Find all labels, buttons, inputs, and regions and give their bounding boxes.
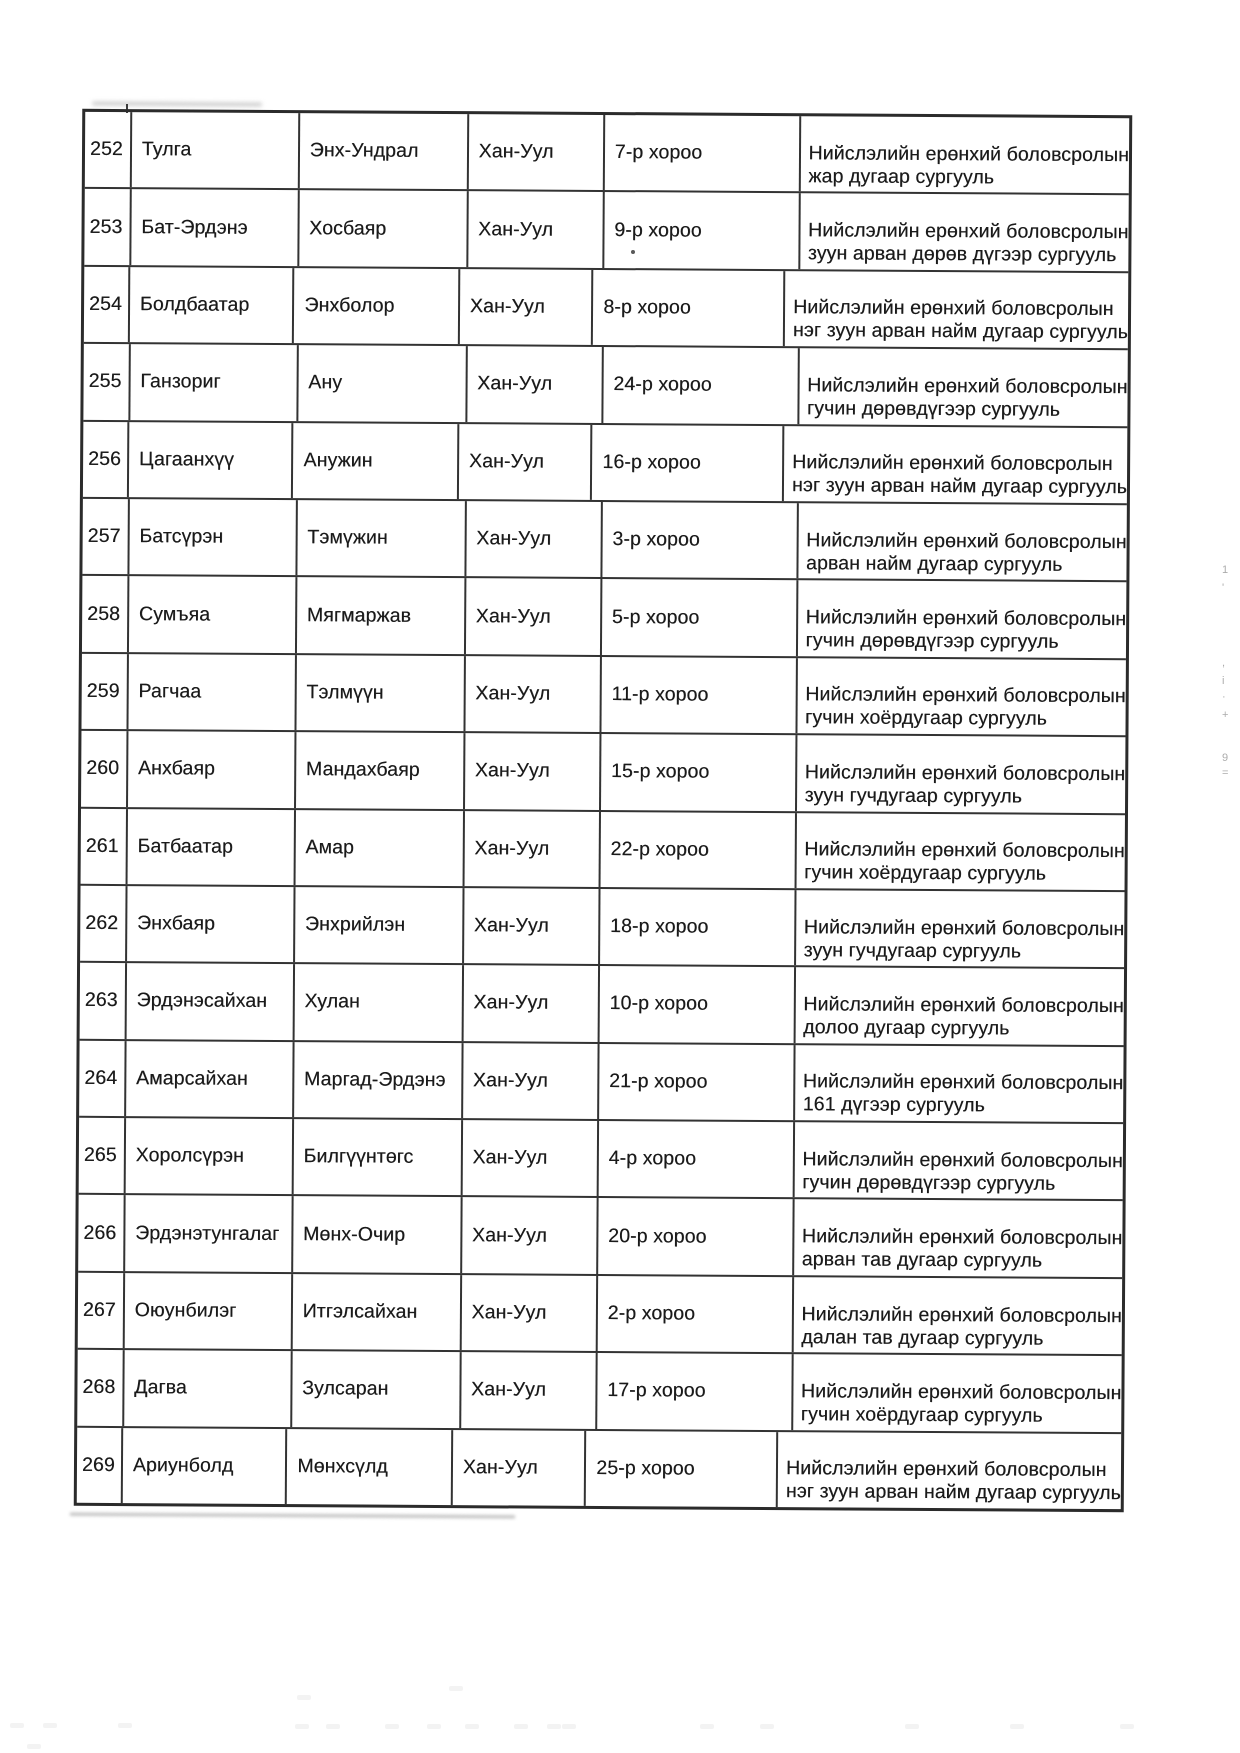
margin-mark-artifact: 9 [1222, 752, 1229, 764]
table-row [80, 884, 1124, 968]
cell-khoroo: 9-р хороо [602, 192, 798, 269]
school-name-line: зуун гучдугаар сургууль [804, 784, 1023, 808]
school-name-line: Нийслэлийн ерөнхий боловсролын [808, 141, 1130, 166]
cell-khoroo: 5-р хороо [600, 579, 796, 656]
paper-speck-artifact [760, 1724, 774, 1729]
school-name-line: арван найм дугаар сургууль [805, 551, 1063, 576]
cell-surname: Рагчаа [126, 654, 294, 730]
cell-khoroo: 11-р хороо [599, 657, 795, 734]
table-row [77, 1348, 1121, 1432]
cell-district: Хан-Уул [461, 965, 598, 1041]
scan-smudge-bottom [70, 1513, 515, 1519]
cell-number: 259 [86, 679, 120, 702]
cell-district: Хан-Уул [457, 424, 591, 500]
cell-school [792, 1122, 1123, 1199]
cell-school [782, 426, 1127, 503]
paper-speck-artifact [514, 1724, 528, 1729]
school-name-line: гучин дөрөвдүгээр сургууль [802, 1170, 1056, 1195]
cell-district: Хан-Уул [462, 888, 599, 964]
school-name [793, 297, 1128, 345]
margin-mark-artifact: i [1222, 675, 1225, 687]
school-name [806, 529, 1127, 577]
cell-khoroo: 7-р хороо [603, 115, 799, 192]
school-name-line: нэг зуун арван найм дугаар сургууль [791, 474, 1128, 499]
school-name [805, 684, 1126, 732]
cell-number: 262 [85, 911, 119, 935]
school-name-line: жар дугаар сургууль [808, 164, 995, 189]
cell-given-name: Энхболор [292, 268, 458, 344]
cell-surname: Цагаанхүү [127, 422, 292, 498]
school-name [801, 1380, 1122, 1428]
paper-speck-artifact [449, 1686, 463, 1691]
cell-surname: Батбаатар [125, 809, 293, 885]
student-school-roster-table [74, 109, 1133, 1512]
table-row [83, 419, 1127, 503]
cell-surname: Энхбаяр [125, 886, 293, 962]
cell-given-name: Тэмүжин [295, 500, 464, 576]
cell-district: Хан-Уул [460, 1120, 597, 1196]
cell-number: 254 [89, 292, 122, 316]
table-row [78, 1193, 1122, 1277]
cell-khoroo: 8-р хороо [591, 270, 783, 347]
cell-surname: Сумъяа [127, 576, 295, 652]
school-name [805, 761, 1126, 809]
table-row [84, 265, 1128, 349]
scan-smudge-top [92, 101, 262, 106]
paper-speck-artifact [326, 1724, 340, 1729]
school-name-line: Нийслэлийн ерөнхий боловсролын [801, 1302, 1122, 1327]
table-row [82, 497, 1126, 581]
cell-school [794, 890, 1125, 967]
cell-surname: Эрдэнэсайхан [124, 963, 292, 1039]
cell-khoroo: 17-р хороо [595, 1353, 791, 1430]
cell-surname: Оюунбилэг [122, 1273, 290, 1349]
school-name-line: нэг зуун арван найм дугаар сургууль [792, 319, 1128, 344]
margin-mark-artifact: + [1222, 709, 1229, 721]
cell-number: 256 [88, 447, 122, 470]
cell-number: 268 [82, 1376, 116, 1399]
cell-district: Хан-Уул [463, 656, 600, 732]
cell-given-name: Мягмаржав [295, 577, 464, 653]
cell-khoroo: 25-р хороо [584, 1431, 776, 1508]
paper-speck-artifact [1010, 1724, 1024, 1729]
cell-given-name: Анужин [291, 423, 457, 499]
cell-number: 264 [84, 1066, 118, 1089]
cell-district: Хан-Уул [466, 114, 603, 190]
cell-school [798, 116, 1129, 193]
cell-number: 258 [87, 602, 121, 625]
school-name [801, 1303, 1122, 1351]
school-name-line: гучин хоёрдугаар сургууль [800, 1403, 1043, 1427]
cell-school [794, 813, 1125, 890]
cell-district: Хан-Уул [464, 578, 601, 654]
cell-surname: Анхбаяр [126, 731, 294, 807]
table-row [84, 187, 1128, 271]
cell-khoroo: 2-р хороо [595, 1276, 791, 1353]
school-name [808, 219, 1129, 267]
cell-school [798, 194, 1129, 271]
school-name [792, 451, 1127, 499]
cell-number: 252 [89, 138, 123, 161]
cell-surname: Эрдэнэтунгалаг [123, 1196, 291, 1272]
cell-district: Хан-Уул [464, 501, 601, 577]
table-row [79, 1116, 1123, 1200]
cell-khoroo: 10-р хороо [597, 966, 793, 1043]
cell-district: Хан-Уул [451, 1430, 585, 1506]
school-name-line: Нийслэлийн ерөнхий боловсролын [802, 1147, 1123, 1172]
school-name [804, 838, 1125, 886]
school-name [803, 993, 1124, 1041]
cell-khoroo: 22-р хороо [598, 811, 794, 888]
table-row [83, 342, 1127, 426]
school-name-line: гучин дөрөвдүгээр сургууль [806, 397, 1061, 421]
school-name-line: зуун гучдугаар сургууль [803, 938, 1022, 963]
cell-given-name: Билгүүнтөгс [291, 1119, 460, 1195]
cell-khoroo: 24-р хороо [601, 347, 797, 424]
school-name-line: Нийслэлийн ерөнхий боловсролын [800, 1380, 1122, 1405]
cell-district: Хан-Уул [460, 1198, 597, 1274]
school-name-line: гучин хоёрдугаар сургууль [804, 861, 1047, 885]
cell-number: 253 [89, 215, 123, 238]
cell-district: Хан-Уул [459, 1275, 596, 1351]
paper-speck-artifact [297, 1695, 311, 1700]
margin-mark-artifact: = [1222, 767, 1229, 779]
cell-school [795, 735, 1126, 812]
cell-given-name: Амар [293, 810, 462, 886]
margin-mark-artifact: , [1222, 657, 1226, 669]
cell-school [776, 1432, 1121, 1509]
margin-mark-artifact: · [1222, 691, 1226, 703]
cell-number: 265 [83, 1144, 117, 1167]
paper-speck-artifact [427, 1724, 441, 1729]
cell-khoroo: 4-р хороо [596, 1121, 792, 1198]
cell-surname: Бат-Эрдэнэ [129, 189, 297, 265]
cell-surname: Хоролсүрэн [123, 1118, 291, 1194]
cell-given-name: Зулсаран [290, 1351, 459, 1427]
school-name-line: нэг зуун арван найм дугаар сургууль [785, 1480, 1121, 1505]
margin-mark-artifact: 1 [1222, 564, 1229, 576]
cell-given-name: Энхрийлэн [293, 887, 462, 963]
paper-speck-artifact [118, 1723, 132, 1728]
school-name-line: Нийслэлийн ерөнхий боловсролын [804, 838, 1125, 863]
ink-dot-artifact [631, 250, 635, 254]
school-name [805, 606, 1126, 654]
cell-school [796, 503, 1127, 580]
cell-given-name: Хулан [292, 964, 461, 1040]
table-row [81, 652, 1125, 736]
cell-school [792, 1200, 1123, 1277]
school-name [802, 1148, 1123, 1196]
school-name-line: Нийслэлийн ерөнхий боловсролын [806, 528, 1127, 553]
school-name-line: гучин дөрөвдүгээр сургууль [805, 629, 1059, 653]
paper-speck-artifact [43, 1723, 57, 1728]
cell-given-name: Тэлмүүн [294, 655, 463, 731]
cell-given-name: Ану [296, 345, 465, 421]
paper-speck-artifact [27, 1744, 41, 1749]
table-row [81, 729, 1125, 813]
school-name-line: Нийслэлийн ерөнхий боловсролын [803, 915, 1125, 940]
cell-surname: Ариунболд [121, 1428, 286, 1504]
cell-surname: Дагва [122, 1350, 290, 1426]
cell-given-name: Мандахбаяр [294, 732, 463, 808]
cell-school [793, 967, 1124, 1044]
school-name-line: Нийслэлийн ерөнхий боловсролын [805, 606, 1127, 631]
cell-number: 263 [84, 989, 118, 1012]
cell-given-name: Мөнхсүлд [285, 1429, 451, 1505]
cell-school [797, 348, 1128, 425]
table-row [85, 112, 1129, 194]
table-row [80, 961, 1124, 1045]
paper-speck-artifact [10, 1723, 24, 1728]
school-name-line: Нийслэлийн ерөнхий боловсролын [792, 451, 1113, 476]
school-name-line: Нийслэлийн ерөнхий боловсролын [793, 296, 1114, 321]
school-name [802, 1225, 1123, 1273]
table-row [81, 806, 1125, 890]
school-name [804, 916, 1125, 964]
school-name-line: арван тав дугаар сургууль [801, 1248, 1043, 1272]
cell-school [783, 271, 1128, 348]
paper-speck-artifact [905, 1724, 919, 1729]
school-name [803, 1071, 1124, 1119]
school-name-line: далан тав дугаар сургууль [801, 1325, 1044, 1350]
cell-given-name: Мөнх-Очир [291, 1197, 460, 1273]
school-name-line: Нийслэлийн ерөнхий боловсролын [804, 761, 1126, 786]
cell-school [795, 581, 1126, 658]
cell-school [795, 658, 1126, 735]
paper-speck-artifact [1120, 1724, 1134, 1729]
school-name-line: гучин хоёрдугаар сургууль [805, 706, 1047, 731]
cell-school [793, 1045, 1124, 1122]
cell-number: 261 [85, 834, 119, 857]
cell-district: Хан-Уул [465, 346, 602, 422]
cell-given-name: Энх-Ундрал [297, 113, 466, 189]
cell-surname: Амарсайхан [124, 1041, 292, 1117]
margin-mark-artifact: ' [1222, 582, 1225, 594]
paper-speck-artifact [295, 1724, 309, 1729]
cell-surname: Ганзориг [128, 344, 296, 420]
school-name-line: Нийслэлийн ерөнхий боловсролын [802, 1070, 1124, 1095]
cell-district: Хан-Уул [463, 733, 600, 809]
cell-number: 257 [87, 524, 121, 548]
cell-khoroo: 16-р хороо [590, 424, 782, 501]
table-row [82, 574, 1126, 658]
school-name-line: долоо дугаар сургууль [803, 1016, 1010, 1040]
school-name-line: Нийслэлийн ерөнхий боловсролын [785, 1457, 1107, 1482]
cell-district: Хан-Уул [466, 192, 603, 268]
paper-speck-artifact [465, 1724, 479, 1729]
table-row [79, 1038, 1123, 1122]
school-name [807, 374, 1128, 422]
cell-number: 267 [82, 1298, 116, 1322]
cell-district: Хан-Уул [461, 1043, 598, 1119]
school-name-line: Нийслэлийн ерөнхий боловсролын [807, 219, 1129, 244]
cell-number: 255 [88, 370, 122, 393]
cell-khoroo: 20-р хороо [596, 1198, 792, 1275]
paper-speck-artifact [562, 1724, 576, 1729]
cell-school [791, 1277, 1122, 1354]
paper-speck-artifact [385, 1724, 399, 1729]
school-name-line: Нийслэлийн ерөнхий боловсролын [805, 683, 1126, 708]
cell-khoroo: 15-р хороо [599, 734, 795, 811]
cell-khoroo: 18-р хороо [598, 889, 794, 966]
cell-district: Хан-Уул [458, 269, 592, 345]
school-name-line: Нийслэлийн ерөнхий боловсролын [803, 993, 1124, 1018]
cell-surname: Болдбаатар [128, 267, 293, 343]
paper-speck-artifact [700, 1724, 714, 1729]
school-name-line: зуун арван дөрөв дүгээр сургууль [807, 242, 1117, 267]
cell-school [791, 1354, 1122, 1431]
cell-surname: Батсүрэн [127, 499, 295, 575]
paper-speck-artifact [547, 1724, 561, 1729]
cell-number: 269 [81, 1453, 115, 1476]
school-name-line: 161 дүгээр сургууль [802, 1093, 985, 1117]
cell-number: 260 [86, 757, 120, 780]
school-name [786, 1457, 1121, 1505]
cell-district: Хан-Уул [459, 1352, 596, 1428]
cell-surname: Тулга [130, 112, 298, 188]
school-name [808, 142, 1129, 190]
cell-given-name: Хосбаяр [297, 191, 466, 267]
school-name-line: Нийслэлийн ерөнхий боловсролын [807, 374, 1128, 399]
cell-given-name: Итгэлсайхан [290, 1274, 459, 1350]
cell-given-name: Маргад-Эрдэнэ [292, 1042, 461, 1118]
cell-khoroo: 3-р хороо [600, 502, 796, 579]
table-row [78, 1271, 1122, 1355]
cell-number: 266 [83, 1221, 117, 1244]
school-name-line: Нийслэлийн ерөнхий боловсролын [801, 1225, 1123, 1250]
cell-district: Хан-Уул [462, 811, 599, 887]
table-row [77, 1425, 1121, 1509]
cell-khoroo: 21-р хороо [597, 1044, 793, 1121]
